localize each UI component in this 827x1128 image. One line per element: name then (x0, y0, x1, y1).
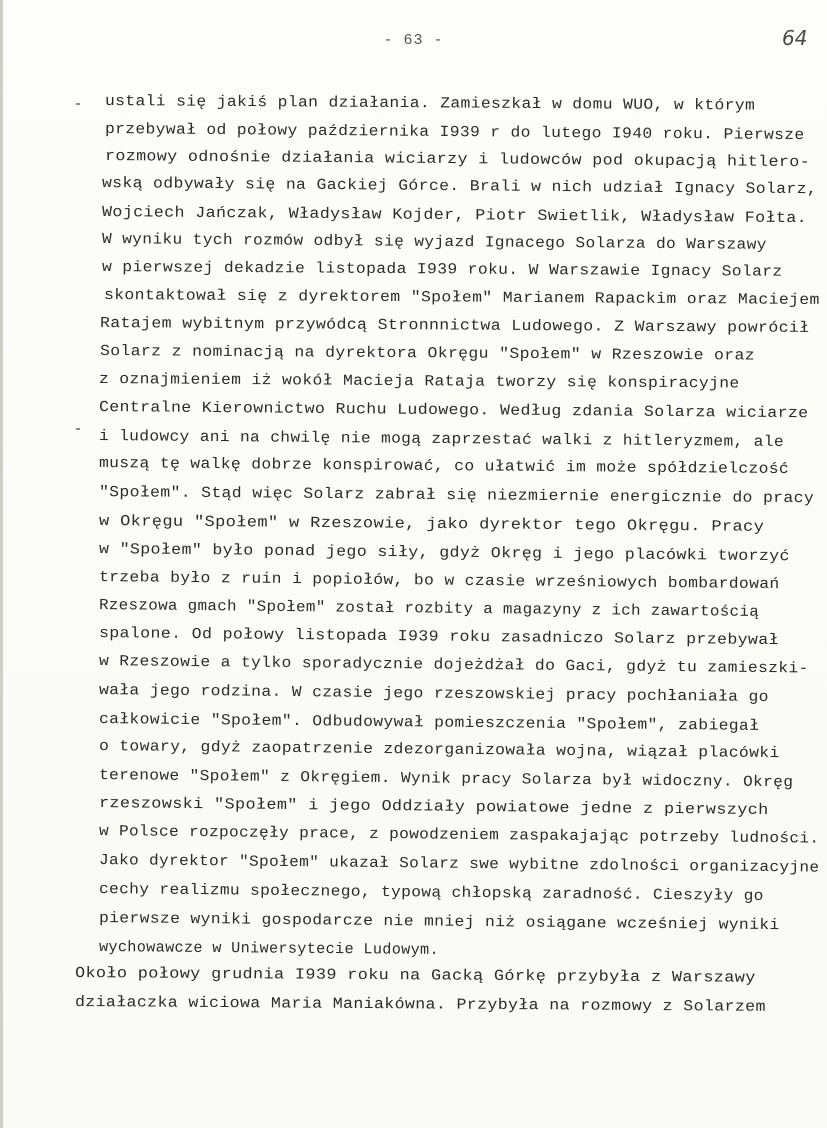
text-line: rzeszowski "Społem" i jego Oddziały powiatowe jedne z pierwszych (98, 794, 769, 820)
text-line: w Rzeszowie a tylko sporadycznie dojeżdżał do Gaci, gdyż tu zamieszki- (98, 652, 809, 678)
text-line: trzeba było z ruin i popiołów, bo w czasie wrześniowych bombardowań (98, 568, 780, 594)
text-line: w Okręgu "Społem" w Rzeszowie, jako dyrektor tego Okręgu. Pracy (98, 512, 765, 536)
text-line: w Polsce rozpoczęły prace, z powodzeniem zaspakajając potrzeby ludności. (98, 822, 820, 848)
text-line: Ratajem wybitnym przywódcą Stronnnictwa Ludowego. Z Warszawy powrócił (99, 314, 810, 337)
text-line: wychowawcze w Uniwersytecie Ludowym. (98, 938, 440, 959)
text-line: Centralne Kierownictwo Ruchu Ludowego. Według zdania Solarza wiciarze (98, 398, 809, 423)
text-line: w "Społem" było ponad jego siły, gdyż Okręg i jego placówki tworzyć (98, 540, 790, 566)
text-line: W wyniku tych rozmów odbył się wyjazd Ignacego Solarza do Warszawy (101, 230, 767, 254)
text-line: pierwsze wyniki gospodarcze nie mniej niż osiągane wcześniej wyniki (98, 909, 780, 935)
text-line: z oznajmieniem iż wokół Macieja Rataja tworzy się konspiracyjne (98, 370, 740, 393)
text-line: i ludowcy ani na chwilę nie mogą zaprzestać walki z hitleryzmem, ale (98, 427, 785, 451)
margin-mark (76, 428, 80, 430)
text-line: muszą tę walkę dobrze konspirować, co ułatwić im może spółdzielczość (98, 454, 790, 479)
text-line: Rzeszowa gmach "Społem" został rozbity a magazyny z ich zawartością (98, 596, 760, 621)
text-line: rozmowy odnośnie działania wiciarzy i ludowców pod okupacją hitlero- (104, 147, 811, 172)
text-line: ustali się jakiś plan działania. Zamieszkał w domu WUO, w którym (104, 92, 756, 115)
text-line: wską odbywały się na Gackiej Górce. Brali w nich udział Ignacy Solarz, (101, 174, 818, 199)
text-line: całkowicie "Społem". Odbudowywał pomieszczenia "Społem", zabiegał (98, 710, 760, 735)
page-number: - 63 - (383, 32, 444, 49)
text-line: skontaktował się z dyrektorem "Społem" Marianem Rapackim oraz Maciejem (103, 286, 820, 309)
text-line: o towary, gdyż zaopatrzenie zdezorganizowała wojna, wiązał placówki (98, 737, 780, 763)
text-line: Około połowy grudnia I939 roku na Gacką Górkę przybyła z Warszawy (74, 964, 756, 987)
text-line: wała jego rodzina. W czasie jego rzeszowskiej pracy pochłaniała go (98, 681, 769, 707)
text-line: spalone. Od połowy listopada I939 roku zasadniczo Solarz przebywał (98, 624, 779, 650)
handwritten-page-number: 64 (782, 26, 808, 50)
text-line: "Społem". Stąd więc Solarz zabrał się niezmiernie energicznie do pracy (98, 483, 815, 508)
text-line: działaczka wiciowa Maria Maniakówna. Przybyła na rozmowy z Solarzem (74, 993, 766, 1016)
page-edge (0, 0, 3, 1128)
text-line: cechy realizmu społecznego, typową chłopską zaradność. Cieszyły go (98, 880, 764, 905)
text-line: terenowe "Społem" z Okręgiem. Wynik pracy Solarza był widoczny. Okręg (98, 766, 794, 792)
text-line: w pierwszej dekadzie listopada I939 roku. W Warszawie Ignacy Solarz (101, 258, 783, 281)
margin-mark (76, 103, 80, 105)
text-line: Jako dyrektor "Społem" ukazał Solarz swe wybitne zdolności organizacyjne (98, 851, 820, 877)
text-line: przebywał od połowy października I939 r do lutego I940 roku. Pierwsze (104, 120, 805, 145)
text-line: Solarz z nominacją na dyrektora Okręgu "Społem" w Rzeszowie oraz (99, 342, 756, 365)
text-line: Wojciech Jańczak, Władysław Kojder, Piotr Swietlik, Władysław Fołta. (101, 203, 808, 228)
